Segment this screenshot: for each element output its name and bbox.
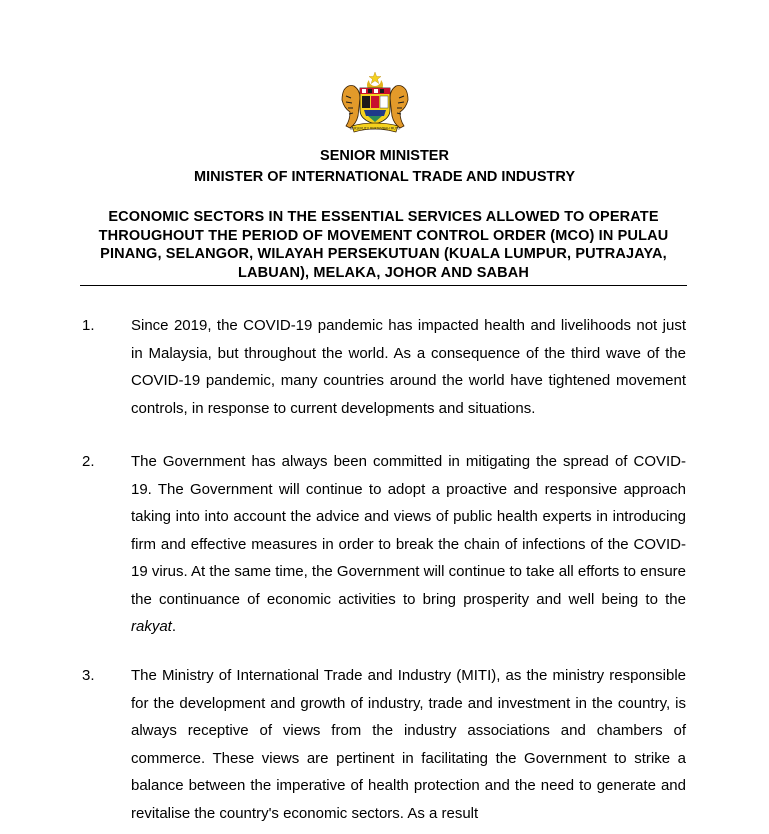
document-title: ECONOMIC SECTORS IN THE ESSENTIAL SERVICES ALLOWED TO OPERATE THROUGHOUT THE PERIOD OF MOVEMENT CONTROL ORDER (MCO) IN PULAU PINANG, SELANGOR, WILAYAH PERSEKUTUAN (KUALA LUMPUR, PUTRAJAYA, LABUAN), MELAKA, JOHOR AND SABAH bbox=[98, 209, 669, 281]
paragraph-number: 3. bbox=[82, 667, 95, 684]
ministry-title: MINISTER OF INTERNATIONAL TRADE AND INDUSTRY bbox=[193, 169, 576, 185]
paragraph-text: The Ministry of International Trade and Industry (MITI), as the ministry responsible for the development and growth of industry, trade and investment in the country, is always receptive of views from the industry associations and chambers of commerce. These views are pertinent in facilitating the Government to strike a balance between the imperative of health protection and the need to generate and revitalise the country's economic sectors. As a result bbox=[131, 667, 686, 822]
paragraph-end: . bbox=[171, 618, 177, 635]
italic-term: rakyat bbox=[131, 618, 172, 635]
paragraph-text: Since 2019, the COVID-19 pandemic has impacted health and livelihoods not just in Malaysia, but throughout the world. As a consequence of the third wave of the COVID-19 pandemic, many countries around the world have tightened movement controls, in response to current developments and situations. bbox=[131, 317, 686, 417]
paragraph-number: 1. bbox=[82, 317, 95, 334]
coat-of-arms-icon bbox=[338, 70, 412, 138]
paragraph-number: 2. bbox=[82, 453, 95, 470]
paragraph-text bbox=[131, 448, 686, 641]
coat-of-arms-emblem bbox=[338, 70, 412, 138]
minister-title: SENIOR MINISTER bbox=[320, 148, 449, 164]
svg-text:BERSEKUTU BERTAMBAH MUTU: BERSEKUTU BERTAMBAH MUTU bbox=[349, 126, 401, 131]
title-underline bbox=[80, 285, 687, 286]
paragraph-body: The Government has always been committed in mitigating the spread of COVID-19. The Government will continue to adopt a proactive and responsive approach taking into into account the advice and views of public health experts in introducing firm and effective measures in order to break the chain of infections of the COVID-19 virus. At the same time, the Government will continue to take all efforts to ensure the continuance of economic activities to bring prosperity and well being to the bbox=[131, 453, 686, 608]
